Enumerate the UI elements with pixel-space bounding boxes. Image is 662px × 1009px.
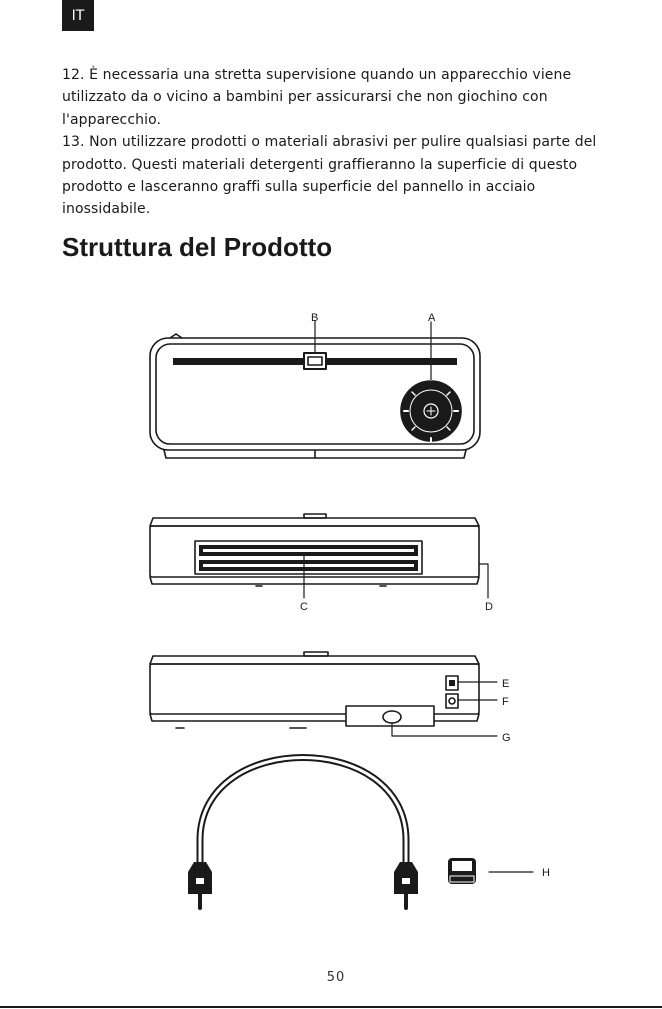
label-f: F: [502, 696, 509, 708]
back-view-drawing: [150, 652, 497, 736]
label-g: G: [502, 732, 511, 744]
page-number: 50: [326, 970, 346, 985]
footer-divider: [0, 1006, 662, 1008]
instruction-13: 13. Non utilizzare prodotti o materiali abrasivi per pulire qualsiasi parte del prodotto. Questi materiali detergenti graffieranno la superficie di questo prodotto e lasceranno graffi sulla superficie del pannello in acciaio inossidabile.: [62, 134, 597, 218]
label-b: B: [311, 312, 319, 324]
label-c: C: [300, 601, 308, 613]
instruction-12: 12. È necessaria una stretta supervisione quando un apparecchio viene utilizzato da o vicino a bambini per assicurarsi che non giochino con l'apparecchio.: [62, 67, 572, 128]
vacuum-hose-drawing: [188, 758, 418, 909]
label-h: H: [542, 867, 550, 879]
language-tag: IT: [62, 0, 94, 31]
stopper-h-drawing: [448, 858, 533, 884]
front-view-drawing: [150, 514, 488, 598]
section-title: Struttura del Prodotto: [62, 232, 333, 262]
top-view-drawing: [150, 321, 480, 458]
port-f: [446, 694, 458, 708]
label-d: D: [485, 601, 493, 613]
label-a: A: [428, 312, 436, 324]
label-e: E: [502, 678, 510, 690]
